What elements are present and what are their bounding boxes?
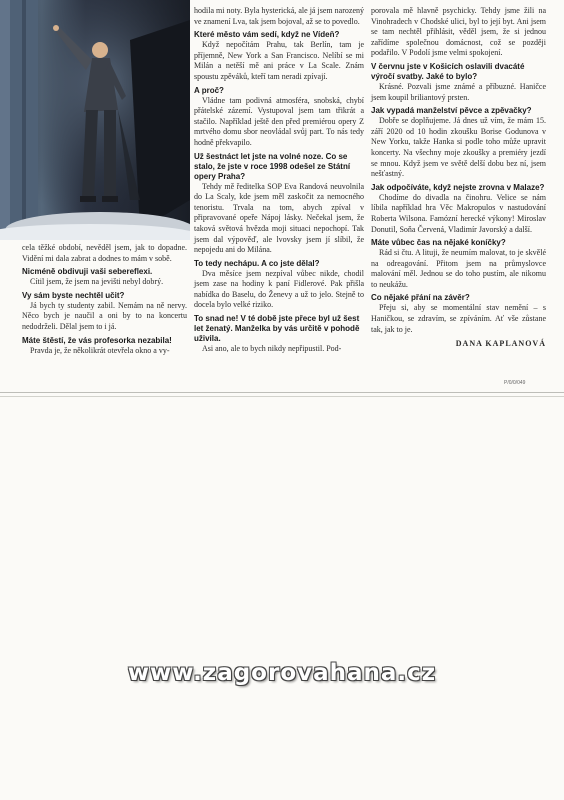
interview-answer: Krásné. Pozvali jsme známé a příbuzné. Haničce jsem koupil briliantový prsten. <box>371 81 546 102</box>
interview-question: A proč? <box>194 85 224 95</box>
article-column-2 <box>194 6 364 355</box>
interview-answer: Pravda je, že několikrát otevřela okno a vy- <box>30 345 170 355</box>
interview-answer: Když nepočítám Prahu, tak Berlín, tam je příjemně, New York a San Francisco. Nelíbí se mi Milán a netěší mě ani práce v La Scale. Znám spoustu zpěváků, kteří tam neradi zpívají. <box>194 40 364 81</box>
stage-photo <box>0 0 190 240</box>
interview-answer: Cítil jsem, že jsem na jevišti nebyl dobrý. <box>30 277 164 287</box>
interview-question: Máte vůbec čas na nějaké koníčky? <box>371 238 506 248</box>
interview-question: Vy sám byste nechtěl učit? <box>22 290 125 300</box>
interview-answer: Vládne tam podivná atmosféra, snobská, chybí přátelské zázemí. Vystupoval jsem tam třikrát a stačilo. Například ještě den před premiérou opery Z mrtvého domu sbor neovládal svůj part. To nás tedy hodně překvapilo. <box>194 95 364 147</box>
article-column-3 <box>371 6 546 350</box>
interview-question: Co nějaké přání na závěr? <box>371 293 470 303</box>
interview-question: Jak odpočíváte, když nejste zrovna v Malaze? <box>371 182 545 192</box>
interview-question: V červnu jste v Košicích oslavili dvacáté výročí svatby. Jaké to bylo? <box>371 61 525 81</box>
paragraph: cela těžké období, nevěděl jsem, jak to dopadne. Vidění mi dala zabrat a dodnes to mám v sobě. <box>22 243 187 263</box>
interview-answer: Já bych ty studenty zabil. Nemám na ně nervy. Něco bych je naučil a oni by to na koncertu nedodrželi. Dělal jsem to i já. <box>22 300 187 331</box>
interview-question: Nicméně obdivuji vaši sebereflexi. <box>22 267 153 277</box>
page-bottom-rule-secondary <box>0 396 564 397</box>
interview-answer: Dva měsíce jsem nezpíval vůbec nikde, chodil jsem zase na hodiny k paní Fidlerové. Pak přišla nabídka do Baselu, do Ženevy a už to jelo. Stejně to docela bylo velké riziko. <box>194 268 364 310</box>
interview-answer: Asi ano, ale to bych nikdy nepřipustil. Pod- <box>202 344 342 354</box>
interview-question: To snad ne! V té době jste přece byl už šest let ženatý. Manželka by vás určitě v pohodě uživila. <box>194 314 360 344</box>
article-column-1 <box>22 243 187 356</box>
page-folio: P/0/0/049 <box>504 380 526 386</box>
interview-question: Jak vypadá manželství pěvce a zpěvačky? <box>371 106 532 116</box>
interview-answer: Chodíme do divadla na činohru. Velice se nám líbila například hra Věc Makropulos v nastudování Roberta Wilsona. Famózní herecké výkony! Miroslav Donutil, Soňa Červená, Vladimír Javorský a další. <box>371 192 546 234</box>
interview-answer: Rád si čtu. A lituji, že neumím malovat, to je skvělé na odreagování. Přitom jsem na průmyslovce malování měl. Jednou se do toho pustím, ale nikomu to neukážu. <box>371 248 546 289</box>
interview-question: Které město vám sedí, když ne Vídeň? <box>194 30 340 40</box>
interview-answer: Dobře se doplňujeme. Já dnes už vím, že mám 15. září 2020 od 10 hodin zkoušku Borise Godunova v New Yorku, takže Hanka si podle toho může upravit koncerty. Na všechny moje zkoušky a premiéry jezdí se mnou. Když jsem ve světě delší dobu bez ní, jsem nešťastný. <box>371 116 546 179</box>
paragraph: porovala mě hlavně psychicky. Tehdy jsme žili na Vinohradech v Chodské ulici, byl to její byt. Ani jsem se tam nechtěl přihlásit, věděl jsem, že si jednou zařídíme společnou domácnost, což se později podařilo. V Podolí jsme velmi spokojení. <box>371 6 546 58</box>
page-bottom-rule <box>0 392 564 393</box>
interview-question: Máte štěstí, že vás profesorka nezabila! <box>22 335 172 345</box>
paragraph: hodila mi noty. Byla hysterická, ale já jsem narozený ve znamení Lva, tak jsem bojoval, až se to povedlo. <box>194 6 364 26</box>
author-signature: DANA KAPLANOVÁ <box>455 339 546 349</box>
interview-question: To tedy nechápu. A co jste dělal? <box>194 258 320 268</box>
interview-answer: Tehdy mě ředitelka SOP Eva Randová neuvolnila do La Scaly, kde jsem měl zaskočit za nemocného tenoristu. Trvala na tom, abych zpíval v připravované opeře Nápoj lásky. Nečekal jsem, že taková světová hvězda moji situaci nepochopí. Tak jsem dal výpověď, ale lvovsky jsem jí slíbil, že nepojedu ani do Milána. <box>194 181 364 255</box>
stage-photo-image <box>0 0 190 240</box>
interview-question: Už šestnáct let jste na volné noze. Co se stalo, že jste v roce 1998 odešel ze Státní opery Praha? <box>194 151 351 181</box>
interview-answer: Přeju si, aby se momentální stav nemění – s Haničkou, se zdravím, se zpíváním. Ať vše zůstane tak, jak to je. <box>371 303 546 334</box>
website-watermark: www.zagorovahana.cz <box>127 660 437 686</box>
